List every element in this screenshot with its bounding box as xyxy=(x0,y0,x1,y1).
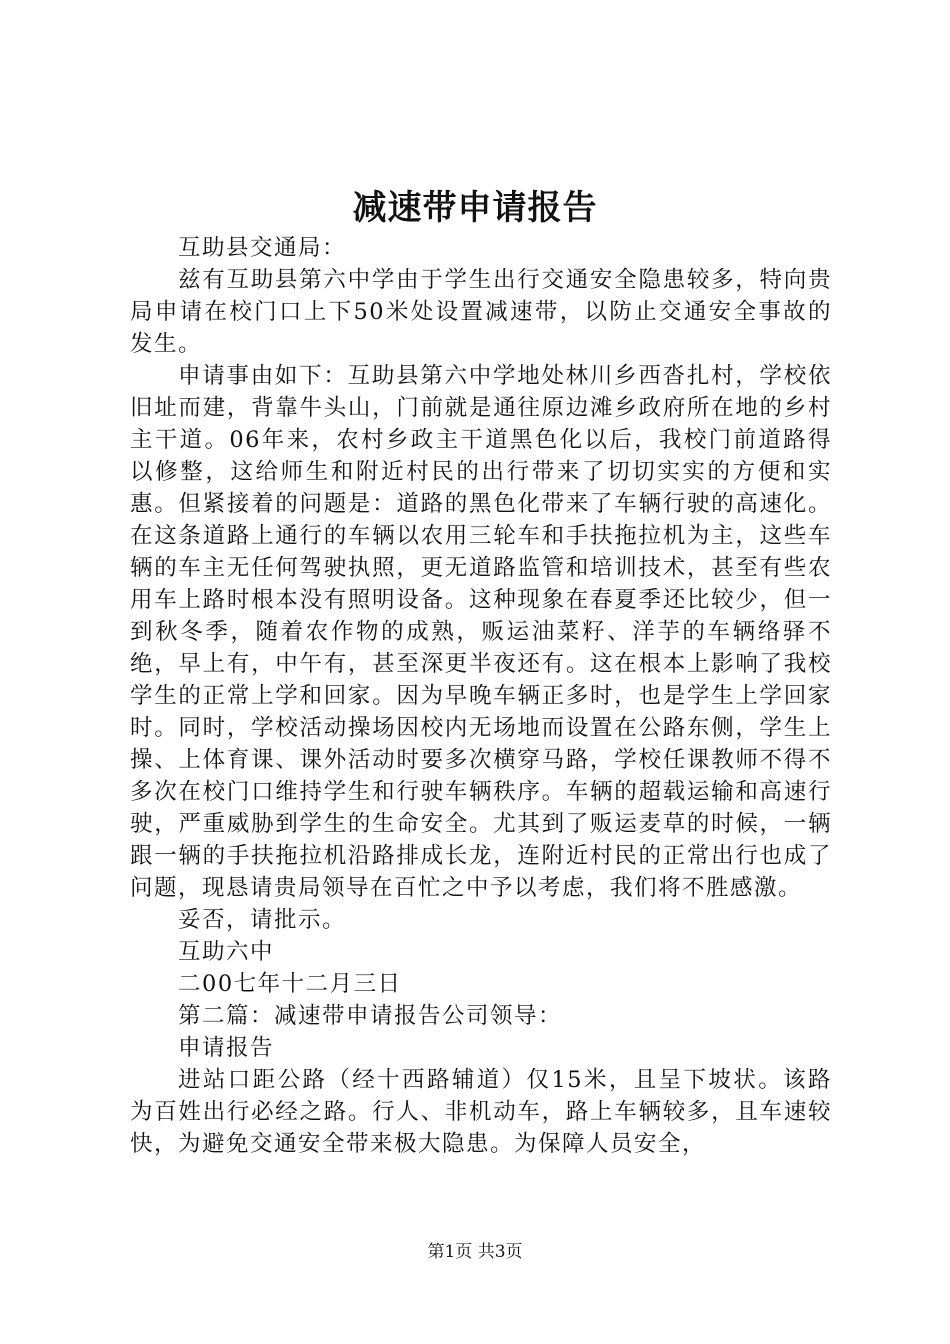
salutation: 互助县交通局： xyxy=(178,235,347,261)
second-article-subtitle: 申请报告 xyxy=(178,1035,275,1061)
document-body xyxy=(130,232,832,1160)
page-footer: 第1页 共3页 xyxy=(427,1242,523,1262)
closing-line: 妥否，请批示。 xyxy=(178,907,347,933)
document-title: 减速带申请报告 xyxy=(352,188,598,228)
second-article-heading: 第二篇：减速带申请报告公司领导： xyxy=(178,1003,563,1029)
request-paragraph: 兹有互助县第六中学由于学生出行交通安全隐患较多，特向贵局申请在校门口上下50米处设置减速带，以防止交通安全事故的发生。 xyxy=(130,267,832,357)
second-article-paragraph: 进站口距公路（经十西路辅道）仅15米，且呈下坡状。该路为百姓出行必经之路。行人、非机动车，路上车辆较多，且车速较快，为避免交通安全带来极大隐患。为保障人员安全， xyxy=(130,1067,832,1157)
reason-paragraph: 申请事由如下：互助县第六中学地处林川乡西沓扎村，学校依旧址而建，背靠牛头山，门前就是通往原边滩乡政府所在地的乡村主干道。06年来，农村乡政主干道黑色化以后，我校门前道路得以修整，这给师生和附近村民的出行带来了切切实实的方便和实惠。但紧接着的问题是：道路的黑色化带来了车辆行驶的高速化。在这条道路上通行的车辆以农用三轮车和手扶拖拉机为主，这些车辆的车主无任何驾驶执照，更无道路监管和培训技术，甚至有些农用车上路时根本没有照明设备。这种现象在春夏季还比较少，但一到秋冬季，随着农作物的成熟，贩运油菜籽、洋芋的车辆络驿不绝，早上有，中午有，甚至深更半夜还有。这在根本上影响了我校学生的正常上学和回家。因为早晚车辆正多时，也是学生上学回家时。同时，学校活动操场因校内无场地而设置在公路东侧，学生上操、上体育课、课外活动时要多次横穿马路，学校任课教师不得不多次在校门口维持学生和行驶车辆秩序。车辆的超载运输和高速行驶，严重威胁到学生的生命安全。尤其到了贩运麦草的时候，一辆跟一辆的手扶拖拉机沿路排成长龙，连附近村民的正常出行也成了问题，现恳请贵局领导在百忙之中予以考虑，我们将不胜感激。 xyxy=(130,363,832,901)
signature-date: 二00七年十二月三日 xyxy=(178,971,402,997)
signature-school: 互助六中 xyxy=(178,939,275,965)
